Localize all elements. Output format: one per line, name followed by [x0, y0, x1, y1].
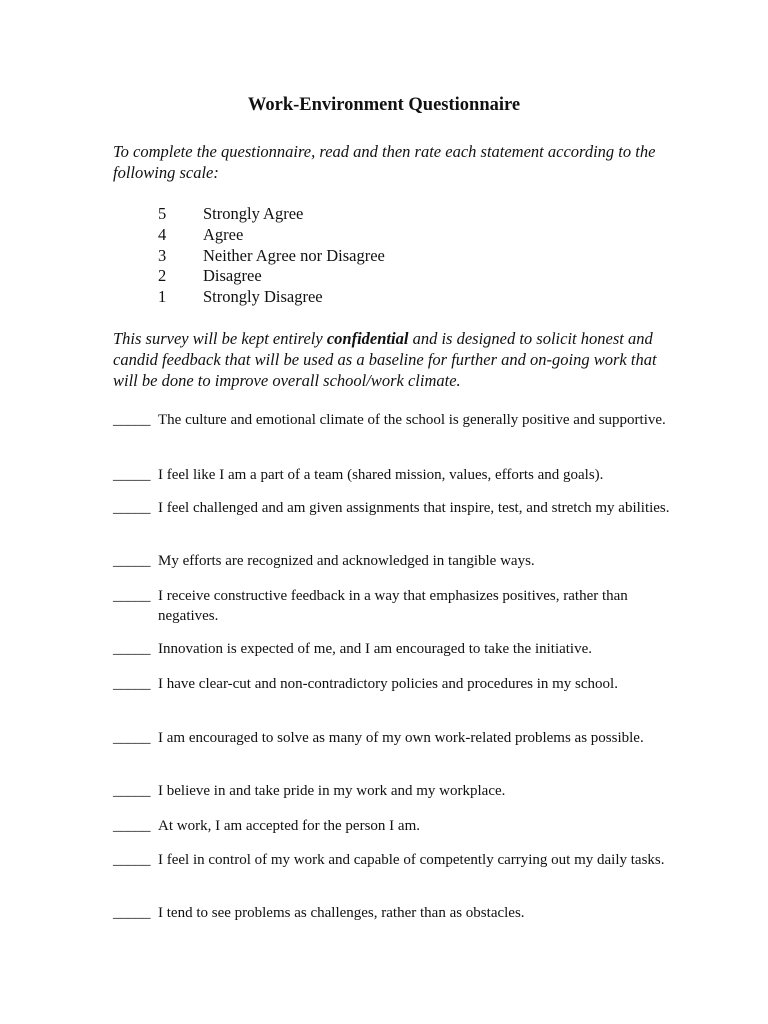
scale-row [158, 287, 385, 308]
scale-number: 2 [158, 266, 167, 286]
statement-text: I receive constructive feedback in a way that emphasizes positives, rather than negatives. [158, 588, 628, 624]
rating-blank[interactable]: _____ [113, 783, 151, 799]
scale-number: 5 [158, 204, 167, 223]
statement-item [113, 675, 673, 695]
statement-item [113, 640, 673, 660]
scale-row [158, 225, 385, 246]
confidentiality-text-end: and is designed to solicit honest and candid feedback that will be used as a baseline for further and on-going work that will be done to improve overall school/work climate. [113, 329, 657, 390]
scale-number: 1 [158, 287, 167, 307]
scale-row [158, 246, 385, 267]
statement-text: I tend to see problems as challenges, rather than as obstacles. [158, 905, 525, 921]
scale-row [158, 266, 385, 287]
statement-item [113, 466, 673, 486]
rating-blank[interactable]: _____ [113, 553, 151, 569]
statement-text: At work, I am accepted for the person I am. [158, 818, 420, 834]
scale-number: 4 [158, 224, 167, 244]
scale-number: 3 [158, 245, 167, 265]
statement-text: Innovation is expected of me, and I am encouraged to take the initiative. [158, 641, 593, 657]
statement-item [113, 851, 673, 871]
rating-blank[interactable]: _____ [113, 412, 151, 428]
rating-blank[interactable]: _____ [113, 676, 151, 692]
rating-blank[interactable]: _____ [113, 852, 151, 868]
scale-label: Agree [203, 224, 244, 244]
page-title: Work-Environment Questionnaire [247, 95, 521, 115]
rating-blank[interactable]: _____ [113, 905, 151, 921]
rating-scale [158, 204, 385, 308]
statement-text: I feel in control of my work and capable of competently carrying out my daily tasks. [158, 852, 665, 868]
instructions: To complete the questionnaire, read and then rate each statement according to the following scale: [113, 142, 656, 182]
statement-item [113, 587, 673, 626]
confidential-emphasis: confidential [326, 329, 409, 348]
statement-item [113, 729, 673, 749]
statement-item [113, 817, 673, 837]
rating-blank[interactable]: _____ [113, 818, 151, 834]
scale-row [158, 204, 385, 225]
statement-text: I am encouraged to solve as many of my own work-related problems as possible. [158, 730, 644, 746]
rating-blank[interactable]: _____ [113, 500, 151, 516]
statement-item [113, 904, 673, 924]
statement-item [113, 499, 673, 519]
statement-text: I feel challenged and am given assignments that inspire, test, and stretch my abilities. [158, 500, 670, 516]
statement-item [113, 552, 673, 572]
scale-label: Disagree [203, 266, 262, 286]
statement-text: I believe in and take pride in my work and my workplace. [158, 783, 506, 799]
rating-blank[interactable]: _____ [113, 467, 151, 483]
scale-label: Neither Agree nor Disagree [203, 245, 385, 265]
scale-label: Strongly Disagree [203, 287, 323, 307]
statement-text: The culture and emotional climate of the school is generally positive and supportive. [158, 412, 666, 428]
statement-text: My efforts are recognized and acknowledged in tangible ways. [158, 553, 535, 569]
rating-blank[interactable]: _____ [113, 641, 151, 657]
statement-text: I feel like I am a part of a team (shared mission, values, efforts and goals). [158, 467, 604, 483]
statement-text: I have clear-cut and non-contradictory policies and procedures in my school. [158, 676, 618, 692]
rating-blank[interactable]: _____ [113, 730, 151, 746]
rating-blank[interactable]: _____ [113, 588, 151, 604]
confidentiality-note [113, 328, 673, 391]
scale-label: Strongly Agree [203, 204, 304, 223]
statement-item [113, 782, 673, 802]
confidentiality-text-start: This survey will be kept entirely [113, 329, 327, 348]
statement-item [113, 411, 673, 431]
